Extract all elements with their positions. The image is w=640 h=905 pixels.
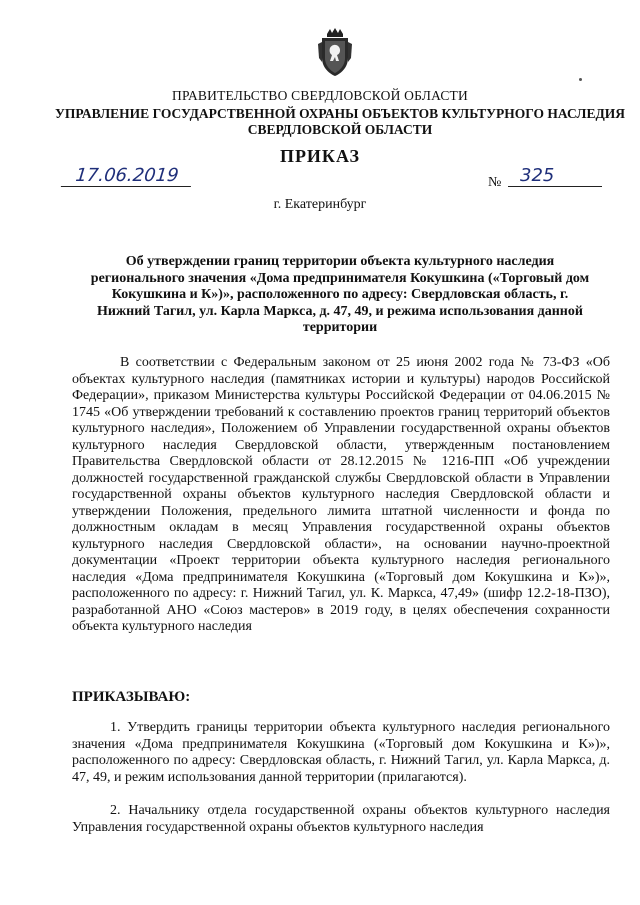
order-subject: Об утверждении границ территории объекта культурного наследия регионального значения «Дома предпринимателя Кокушкина («Торговый дом Кокушкина и К»)», расположенного по адресу: Свердловская область, г. Нижний Тагил, ул. Карла Маркса, д. 47, 49, и режима использования данной территории — [90, 254, 590, 335]
department-name: УПРАВЛЕНИЕ ГОСУДАРСТВЕННОЙ ОХРАНЫ ОБЪЕКТОВ КУЛЬТУРНОГО НАСЛЕДИЯ СВЕРДЛОВСКОЙ ОБЛАСТИ — [54, 106, 626, 137]
sverdlovsk-coat-of-arms-icon — [318, 28, 352, 78]
handwritten-number: 325 — [508, 165, 602, 187]
preamble-paragraph: В соответствии с Федеральным законом от 25 июня 2002 года № 73-ФЗ «Об объектах культурного наследия (памятниках истории и культуры) народов Российской Федерации», приказом Министерства культуры Российской Федерации от 04.06.2015 № 1745 «Об утверждении требований к составлению проектов границ территорий объектов культурного наследия», Положением об Управлении государственной охраны объектов культурного наследия Свердловской области, утвержденным постановлением Правительства Свердловской области от 28.12.2015 № 1216-ПП «Об учреждении должностей государственной гражданской службы Свердловской области в Управлении государственной охраны объектов культурного наследия Свердловской области и утверждении Положения, предельного лимита штатной численности и фонда по должностным окладам в месяц Управления государственной охраны объектов культурного наследия Свердловской области», на основании научно-проектной документации «Проект территории объекта культурного наследия регионального наследия «Дома предпринимателя Кокушкина («Торговый дом Кокушкина и К»)», расположенного по адресу: г. Нижний Тагил, ул. К. Маркса, 47,49» (шифр 12.2-18-ПЗО), разработанной АНО «Союз мастеров» в 2019 году, в целях обеспечения сохранности объекта культурного наследия — [72, 355, 610, 634]
order-item-1: 1. Утвердить границы территории объекта культурного наследия регионального значения «Дома предпринимателя Кокушкина («Торговый дом Кокушкина и К»)», расположенного по адресу: Свердловская область, г. Нижний Тагил, ул. Карла Маркса, д. 47, 49, и режим использования данной территории (прилагаются). — [72, 720, 610, 785]
document-type: ПРИКАЗ — [279, 146, 361, 166]
order-item-2: 2. Начальнику отдела государственной охраны объектов культурного наследия Управления государственной охраны объектов культурного наследия — [72, 803, 610, 835]
number-label: № — [488, 175, 502, 190]
government-name: ПРАВИТЕЛЬСТВО СВЕРДЛОВСКОЙ ОБЛАСТИ — [172, 88, 468, 103]
margin-speck — [579, 78, 582, 81]
handwritten-date: 17.06.2019 — [61, 165, 193, 187]
order-word: ПРИКАЗЫВАЮ: — [72, 689, 191, 705]
city-name: г. Екатеринбург — [273, 197, 367, 212]
